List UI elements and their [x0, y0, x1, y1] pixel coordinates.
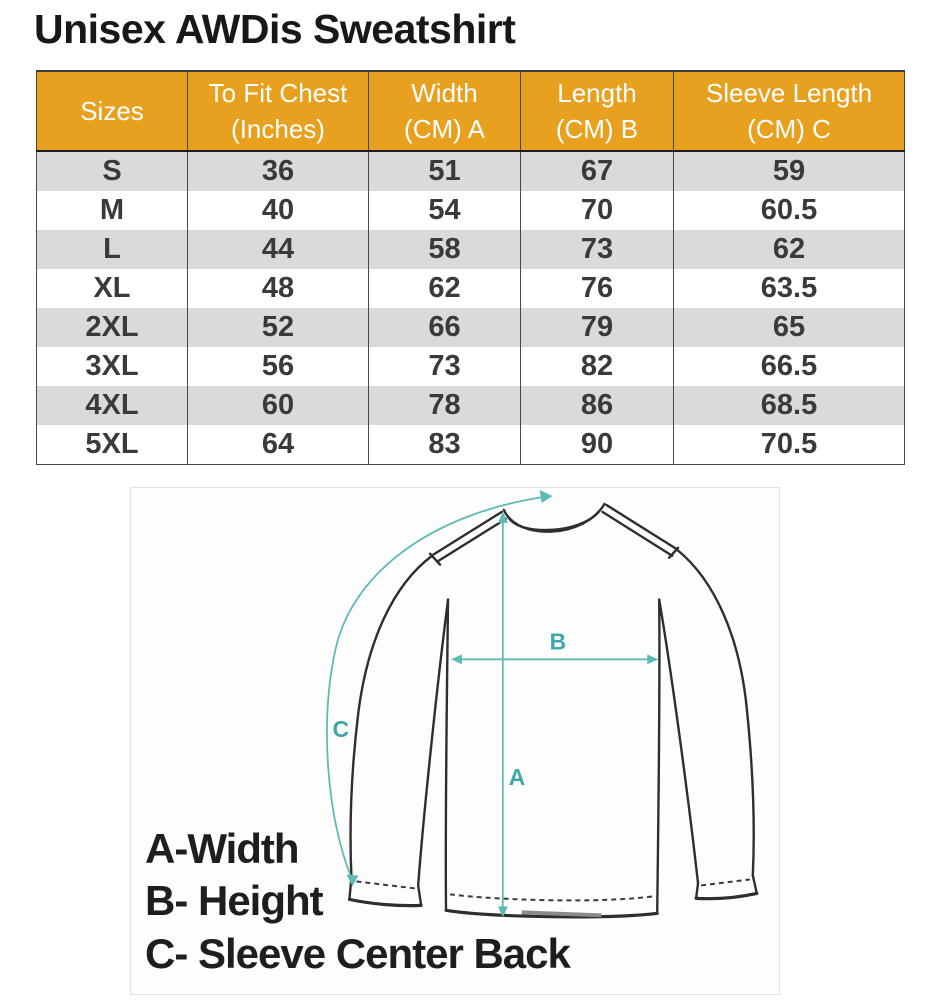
- left-sleeve-inner: [418, 600, 448, 886]
- measure-lines: [327, 497, 654, 912]
- arrowhead-c-top: [540, 490, 553, 503]
- legend-line-b-height: B- Height: [145, 877, 323, 924]
- column-header-chest: To Fit Chest (Inches): [188, 71, 369, 151]
- length-cell: 76: [521, 269, 674, 308]
- width-cell: 62: [369, 269, 521, 308]
- chest-cell: 60: [188, 386, 369, 425]
- length-cell: 73: [521, 230, 674, 269]
- table-row: [37, 151, 905, 191]
- body-right-edge: [657, 600, 659, 914]
- sleeve-cell: 68.5: [674, 386, 905, 425]
- chest-cell: 48: [188, 269, 369, 308]
- sleeve-cell: 70.5: [674, 425, 905, 465]
- sleeve-cell: 60.5: [674, 191, 905, 230]
- width-cell: 78: [369, 386, 521, 425]
- hem-stitch: [450, 894, 653, 900]
- width-cell: 66: [369, 308, 521, 347]
- length-cell: 82: [521, 347, 674, 386]
- size-cell: XL: [37, 269, 188, 308]
- sweatshirt-outline: [349, 504, 756, 917]
- right-raglan-seam: [602, 512, 672, 556]
- right-cuff: [696, 883, 698, 898]
- sleeve-cell: 66.5: [674, 347, 905, 386]
- collar-inner: [509, 512, 599, 530]
- table-row: [37, 308, 905, 347]
- stitch-lines: [356, 879, 749, 900]
- page-title: Unisex AWDis Sweatshirt: [34, 6, 516, 52]
- size-cell: L: [37, 230, 188, 269]
- table-row: [37, 386, 905, 425]
- column-header-sleeve: Sleeve Length (CM) C: [674, 71, 905, 151]
- width-cell: 73: [369, 347, 521, 386]
- sleeve-cell: 59: [674, 151, 905, 191]
- right-sleeve-inner: [659, 600, 698, 884]
- right-cuff: [753, 875, 757, 893]
- size-cell: M: [37, 191, 188, 230]
- size-cell: 4XL: [37, 386, 188, 425]
- chest-cell: 52: [188, 308, 369, 347]
- left-cuff: [349, 899, 421, 905]
- width-cell: 51: [369, 151, 521, 191]
- length-cell: 79: [521, 308, 674, 347]
- width-cell: 83: [369, 425, 521, 465]
- left-sleeve-outer: [351, 556, 433, 878]
- table-row: [37, 425, 905, 465]
- size-cell: 5XL: [37, 425, 188, 465]
- right-cuff-stitch: [701, 879, 750, 885]
- sleeve-cell: 63.5: [674, 269, 905, 308]
- chest-cell: 56: [188, 347, 369, 386]
- column-header-sizes: Sizes: [37, 71, 188, 151]
- size-cell: 3XL: [37, 347, 188, 386]
- arrowhead-c-bottom: [346, 874, 358, 886]
- collar-outer: [504, 504, 605, 532]
- arrowhead-b-left: [451, 654, 462, 664]
- length-cell: 86: [521, 386, 674, 425]
- chest-cell: 44: [188, 230, 369, 269]
- size-cell: S: [37, 151, 188, 191]
- column-header-width: Width (CM) A: [369, 71, 521, 151]
- table-row: [37, 347, 905, 386]
- chest-cell: 36: [188, 151, 369, 191]
- measure-label-c: C: [332, 716, 350, 743]
- sleeve-cell: 65: [674, 308, 905, 347]
- measure-label-a: A: [508, 763, 526, 790]
- right-sleeve-outer: [677, 550, 754, 876]
- right-cuff: [696, 893, 757, 898]
- table-row: [37, 230, 905, 269]
- sleeve-cell: 62: [674, 230, 905, 269]
- body-left-edge: [446, 600, 448, 911]
- table-row: [37, 269, 905, 308]
- size-cell: 2XL: [37, 308, 188, 347]
- width-cell: 54: [369, 191, 521, 230]
- left-cuff: [418, 885, 421, 905]
- length-cell: 90: [521, 425, 674, 465]
- arrowhead-b-right: [647, 654, 658, 664]
- size-chart-table: [36, 70, 905, 465]
- right-raglan-seam: [606, 505, 676, 549]
- legend-line-a-width: A-Width: [145, 825, 299, 872]
- table-header-row: [37, 71, 905, 151]
- legend-line-c-sleeve: C- Sleeve Center Back: [145, 930, 570, 977]
- table-row: [37, 191, 905, 230]
- width-cell: 58: [369, 230, 521, 269]
- chest-cell: 64: [188, 425, 369, 465]
- measure-label-b: B: [549, 628, 567, 655]
- left-raglan-seam: [433, 512, 502, 555]
- chest-cell: 40: [188, 191, 369, 230]
- length-cell: 67: [521, 151, 674, 191]
- measure-labels: [332, 628, 566, 789]
- left-cuff-stitch: [356, 881, 415, 888]
- size-diagram-panel: [130, 487, 780, 995]
- length-cell: 70: [521, 191, 674, 230]
- column-header-length: Length (CM) B: [521, 71, 674, 151]
